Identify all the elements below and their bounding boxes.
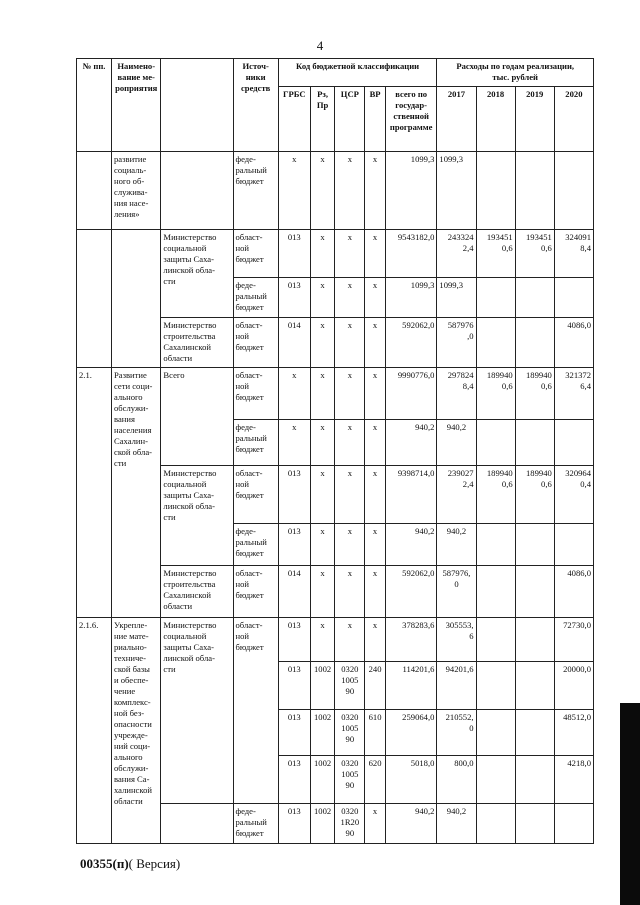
cell-2020 [554,420,593,466]
cell-source: феде- ральный бюджет [233,278,278,318]
cell-org: Министерство строительства Сахалинской области [161,566,233,618]
cell-csr: x [335,368,365,420]
cell-org [161,152,233,230]
cell-2019 [515,756,554,804]
cell-grbs: 013 [278,756,310,804]
cell-rz: x [310,368,335,420]
cell-grbs: 013 [278,524,310,566]
cell-2017: 297824 8,4 [437,368,476,420]
cell-vr: 620 [365,756,386,804]
cell-org: Министерство социальной защиты Саха- линской обла- сти [161,466,233,566]
cell-csr: x [335,466,365,524]
cell-vr: 240 [365,662,386,710]
cell-2020: 4218,0 [554,756,593,804]
cell-2018 [476,318,515,368]
cell-2017: 243324 2,4 [437,230,476,278]
cell-2020: 4086,0 [554,318,593,368]
cell-2017: 94201,6 [437,662,476,710]
cell-2020 [554,152,593,230]
cell-2020 [554,804,593,844]
cell-total: 1099,3 [385,278,437,318]
cell-total: 940,2 [385,524,437,566]
cell-vr: x [365,618,386,662]
cell-2017: 305553, 6 [437,618,476,662]
header-csr: ЦСР [335,86,365,151]
cell-2019 [515,710,554,756]
cell-source: област- ной бюджет [233,566,278,618]
cell-vr: x [365,152,386,230]
cell-vr: x [365,804,386,844]
cell-org: Министерство социальной защиты Саха- линской обла- сти [161,618,233,804]
cell-2018 [476,420,515,466]
cell-grbs: 014 [278,318,310,368]
cell-2018: 189940 0,6 [476,466,515,524]
cell-2020: 4086,0 [554,566,593,618]
cell-rz: x [310,618,335,662]
cell-grbs: x [278,152,310,230]
cell-2018 [476,662,515,710]
cell-vr: x [365,420,386,466]
cell-grbs: 013 [278,466,310,524]
cell-rz: x [310,566,335,618]
cell-rz: x [310,278,335,318]
cell-2020: 324091 8,4 [554,230,593,278]
cell-total: 9990776,0 [385,368,437,420]
cell-csr: x [335,420,365,466]
cell-2017: 210552, 0 [437,710,476,756]
cell-rz: x [310,524,335,566]
cell-rz: 1002 [310,710,335,756]
cell-num [77,230,112,368]
cell-rz: x [310,230,335,278]
cell-rz: x [310,420,335,466]
cell-2020 [554,524,593,566]
cell-source: феде- ральный бюджет [233,524,278,566]
header-exp-group: Расходы по годам реализации, тыс. рублей [437,59,594,87]
cell-name: Укрепле- ние мате- риально- техниче- ской базы и обеспе- чение комплекс- ной без- опасности учрежде- ний соци- ального обслужи- вания Са- халинской области [112,618,161,844]
cell-csr: 0320 1R20 90 [335,804,365,844]
header-total: всего по государ- ственной программе [385,86,437,151]
cell-rz: x [310,318,335,368]
cell-csr: x [335,524,365,566]
cell-num [77,152,112,230]
cell-csr: x [335,618,365,662]
cell-vr: x [365,318,386,368]
cell-2018 [476,710,515,756]
cell-source: област- ной бюджет [233,618,278,804]
cell-2019 [515,152,554,230]
cell-grbs: x [278,420,310,466]
cell-grbs: 013 [278,662,310,710]
page-number: 4 [316,38,324,53]
cell-total: 114201,6 [385,662,437,710]
cell-csr: x [335,318,365,368]
cell-csr: 0320 1005 90 [335,710,365,756]
cell-2020 [554,278,593,318]
cell-total: 9398714,0 [385,466,437,524]
cell-csr: 0320 1005 90 [335,662,365,710]
cell-2019 [515,420,554,466]
cell-2017: 940,2 [437,420,476,466]
header-grbs: ГРБС [278,86,310,151]
cell-source: област- ной бюджет [233,368,278,420]
table-row [77,152,594,230]
cell-grbs: 013 [278,804,310,844]
cell-2018 [476,278,515,318]
cell-2019: 189940 0,6 [515,466,554,524]
cell-2017: 940,2 [437,524,476,566]
cell-csr: x [335,152,365,230]
cell-vr: x [365,524,386,566]
cell-source: област- ной бюджет [233,318,278,368]
cell-2018 [476,804,515,844]
table-row [77,368,594,420]
table-row [77,230,594,278]
cell-grbs: 014 [278,566,310,618]
cell-2017: 1099,3 [437,278,476,318]
cell-2019 [515,662,554,710]
cell-2020: 321372 6,4 [554,368,593,420]
cell-vr: 610 [365,710,386,756]
cell-source: феде- ральный бюджет [233,420,278,466]
cell-rz: 1002 [310,804,335,844]
cell-2018: 193451 0,6 [476,230,515,278]
cell-name: развитие социаль- ного об- служива- ния насе- ления» [112,152,161,230]
cell-vr: x [365,566,386,618]
cell-total: 259064,0 [385,710,437,756]
cell-org [161,804,233,844]
cell-2017: 587976, 0 [437,566,476,618]
cell-source: феде- ральный бюджет [233,152,278,230]
cell-grbs: x [278,368,310,420]
cell-2019 [515,618,554,662]
cell-2019 [515,278,554,318]
cell-2018 [476,152,515,230]
cell-rz: 1002 [310,662,335,710]
cell-vr: x [365,278,386,318]
header-source: Источ- ники средств [233,59,278,152]
cell-2018 [476,618,515,662]
cell-2019 [515,318,554,368]
cell-vr: x [365,230,386,278]
header-blank [161,59,233,152]
header-2018: 2018 [476,86,515,151]
cell-name: Развитие сети соци- ального обслужи- вания населения Сахалин- ской обла- сти [112,368,161,618]
cell-total: 940,2 [385,804,437,844]
header-rz: Рз, Пр [310,86,335,151]
document-version: ( Версия) [128,856,181,871]
cell-rz: x [310,466,335,524]
header-name: Наимено- вание ме- роприятия [112,59,161,152]
cell-grbs: 013 [278,710,310,756]
cell-csr: 0320 1005 90 [335,756,365,804]
table-header [77,59,594,152]
cell-num: 2.1. [77,368,112,618]
cell-org: Всего [161,368,233,466]
cell-csr: x [335,230,365,278]
header-2017: 2017 [437,86,476,151]
cell-total: 1099,3 [385,152,437,230]
cell-total: 592062,0 [385,318,437,368]
table-row [77,618,594,662]
cell-2017: 587976 ,0 [437,318,476,368]
cell-grbs: 013 [278,278,310,318]
cell-2019 [515,524,554,566]
cell-name [112,230,161,368]
cell-2018 [476,566,515,618]
cell-grbs: 013 [278,230,310,278]
header-vr: ВР [365,86,386,151]
cell-2017: 239027 2,4 [437,466,476,524]
cell-2019: 189940 0,6 [515,368,554,420]
document-code: 00355(п) [80,856,129,871]
cell-source: област- ной бюджет [233,230,278,278]
cell-grbs: 013 [278,618,310,662]
cell-org: Министерство социальной защиты Саха- линской обла- сти [161,230,233,318]
cell-2017: 940,2 [437,804,476,844]
scan-edge-bar [620,703,640,905]
cell-2017: 1099,3 [437,152,476,230]
cell-2019 [515,566,554,618]
header-2020: 2020 [554,86,593,151]
cell-2018 [476,524,515,566]
budget-table [76,58,594,844]
cell-total: 940,2 [385,420,437,466]
cell-2020: 72730,0 [554,618,593,662]
cell-2019: 193451 0,6 [515,230,554,278]
cell-2017: 800,0 [437,756,476,804]
cell-total: 592062,0 [385,566,437,618]
cell-total: 5018,0 [385,756,437,804]
cell-vr: x [365,368,386,420]
cell-total: 9543182,0 [385,230,437,278]
cell-2020: 48512,0 [554,710,593,756]
cell-org: Министерство строительства Сахалинской области [161,318,233,368]
header-num: № пп. [77,59,112,152]
cell-2018 [476,756,515,804]
cell-2020: 320964 0,4 [554,466,593,524]
cell-total: 378283,6 [385,618,437,662]
cell-rz: 1002 [310,756,335,804]
cell-csr: x [335,566,365,618]
cell-num: 2.1.6. [77,618,112,844]
cell-source: област- ной бюджет [233,466,278,524]
cell-2019 [515,804,554,844]
cell-2020: 20000,0 [554,662,593,710]
cell-rz: x [310,152,335,230]
cell-source: феде- ральный бюджет [233,804,278,844]
document-footer [80,856,180,872]
cell-csr: x [335,278,365,318]
header-2019: 2019 [515,86,554,151]
cell-vr: x [365,466,386,524]
cell-2018: 189940 0,6 [476,368,515,420]
header-code-group: Код бюджетной классификации [278,59,437,87]
